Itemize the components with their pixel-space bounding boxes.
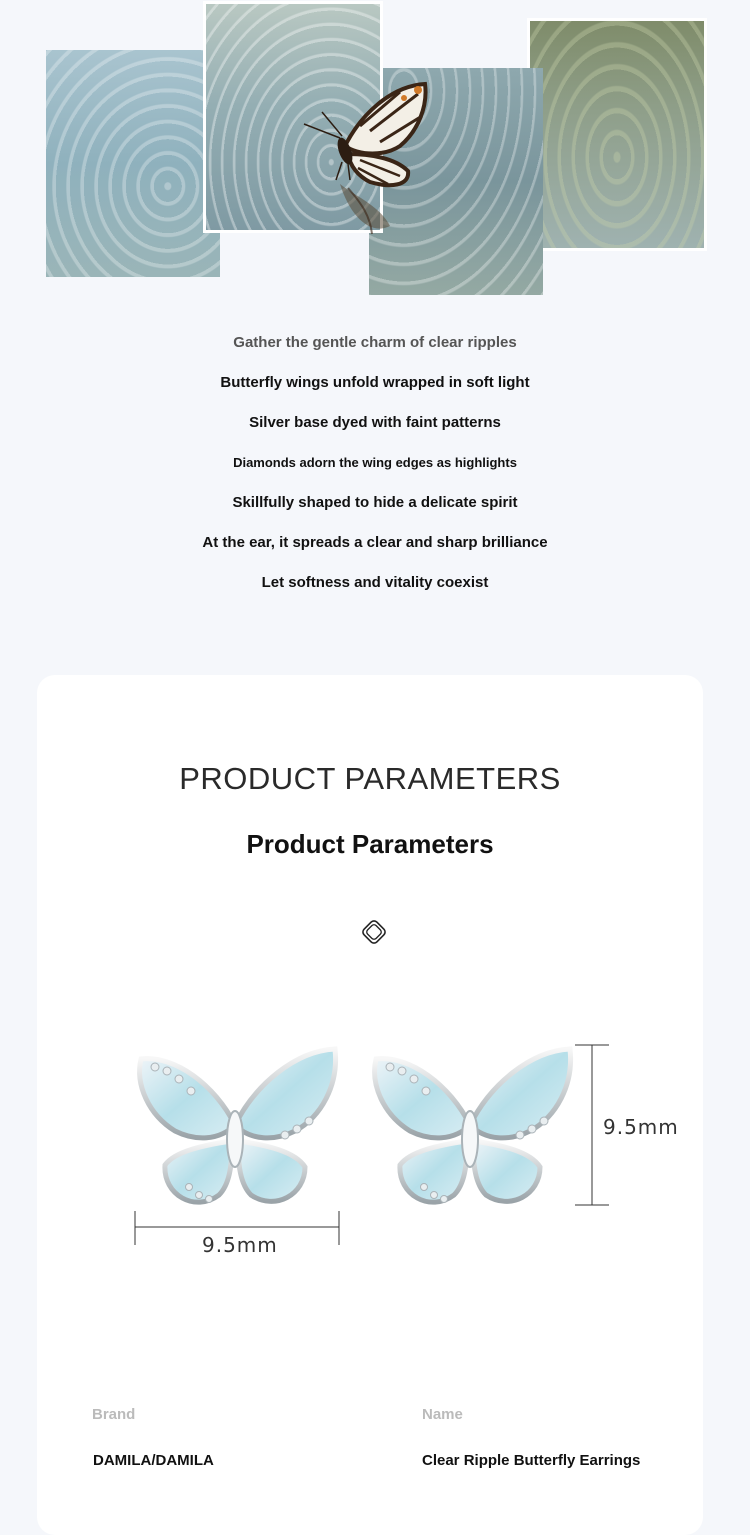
ripple-photo-4 <box>527 18 707 251</box>
product-description-verses <box>0 330 750 610</box>
section-title: PRODUCT PARAMETERS <box>179 761 561 796</box>
butterfly-on-water-image <box>300 76 430 246</box>
earring-dimension-diagram <box>37 1035 703 1275</box>
verse-line: Butterfly wings unfold wrapped in soft light <box>220 374 530 391</box>
verse-line: Skillfully shaped to hide a delicate spirit <box>232 494 518 511</box>
verse-line: At the ear, it spreads a clear and sharp brilliance <box>202 534 548 551</box>
verse-line: Diamonds adorn the wing edges as highlights <box>233 455 517 470</box>
diamond-outline-icon <box>359 917 389 947</box>
height-dimension-label: 9.5mm <box>603 1115 679 1139</box>
section-subtitle: Product Parameters <box>246 829 494 859</box>
name-value: Clear Ripple Butterfly Earrings <box>422 1452 641 1469</box>
verse-line: Silver base dyed with faint patterns <box>249 414 501 431</box>
butterfly-earrings-image <box>37 1035 703 1275</box>
brand-label: Brand <box>92 1406 136 1423</box>
name-label: Name <box>422 1406 463 1423</box>
ripple-photo-1 <box>46 50 220 277</box>
brand-value: DAMILA/DAMILA <box>93 1452 214 1469</box>
product-parameters-card <box>37 675 703 1535</box>
ripple-photo-collage <box>0 0 750 310</box>
verse-line: Let softness and vitality coexist <box>261 574 489 591</box>
width-dimension-label: 9.5mm <box>202 1233 278 1257</box>
verse-line: Gather the gentle charm of clear ripples <box>233 334 517 351</box>
